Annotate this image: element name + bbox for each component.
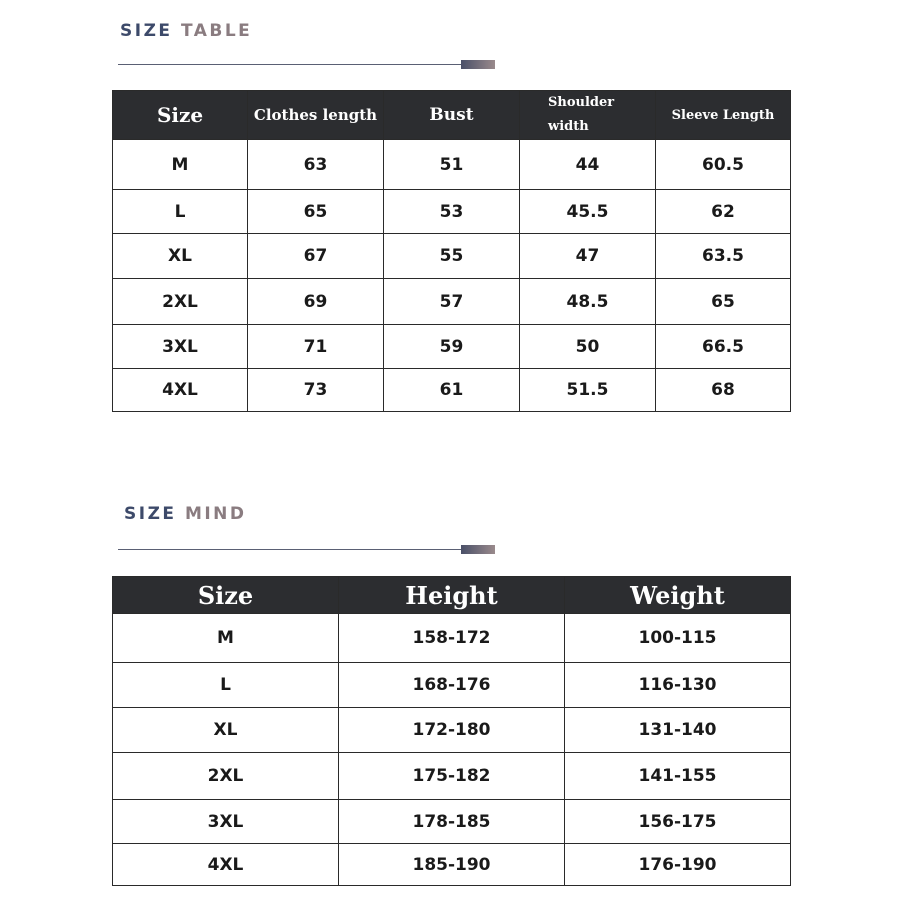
cell-weight: 141-155 [565,753,791,800]
cell-height: 178-185 [339,800,565,844]
cell-shoulder-width: 51.5 [520,369,656,412]
table-row [113,325,791,369]
size-table-title-word1: SIZE [120,21,173,41]
header-weight: Weight [565,577,791,614]
cell-size: 4XL [113,844,339,886]
size-mind-table [112,576,791,886]
table-row [113,844,791,886]
cell-size: M [113,140,248,190]
cell-shoulder-width: 44 [520,140,656,190]
cell-weight: 156-175 [565,800,791,844]
cell-clothes-length: 71 [248,325,384,369]
header-shoulder-width [520,91,656,140]
cell-bust: 53 [384,190,520,234]
cell-sleeve-length: 63.5 [656,234,791,279]
table-row [113,369,791,412]
cell-shoulder-width: 47 [520,234,656,279]
size-table-title-underline [118,64,463,65]
table-row [113,800,791,844]
table-row [113,753,791,800]
cell-weight: 116-130 [565,663,791,708]
cell-size: 3XL [113,325,248,369]
cell-bust: 59 [384,325,520,369]
cell-sleeve-length: 62 [656,190,791,234]
cell-size: XL [113,708,339,753]
cell-size: L [113,190,248,234]
cell-clothes-length: 67 [248,234,384,279]
cell-shoulder-width: 45.5 [520,190,656,234]
cell-bust: 51 [384,140,520,190]
table-row [113,190,791,234]
size-mind-title [124,504,247,524]
cell-size: 3XL [113,800,339,844]
cell-height: 175-182 [339,753,565,800]
cell-sleeve-length: 66.5 [656,325,791,369]
cell-shoulder-width: 50 [520,325,656,369]
cell-size: 4XL [113,369,248,412]
cell-bust: 57 [384,279,520,325]
header-size: Size [113,577,339,614]
cell-size: M [113,614,339,663]
cell-height: 168-176 [339,663,565,708]
cell-weight: 176-190 [565,844,791,886]
cell-bust: 61 [384,369,520,412]
size-mind-title-accent-bar [461,545,495,554]
header-size: Size [113,91,248,140]
cell-bust: 55 [384,234,520,279]
header-clothes-length: Clothes length [248,91,384,140]
table-row [113,708,791,753]
cell-size: L [113,663,339,708]
cell-weight: 100-115 [565,614,791,663]
cell-size: 2XL [113,279,248,325]
table-row [113,234,791,279]
header-height: Height [339,577,565,614]
size-table-title-accent-bar [461,60,495,69]
size-mind-title-underline [118,549,463,550]
cell-shoulder-width: 48.5 [520,279,656,325]
header-sleeve-length: Sleeve Length [656,91,791,140]
size-mind-header-row [113,577,791,614]
cell-size: 2XL [113,753,339,800]
header-shoulder-line2: width [548,119,589,134]
header-shoulder-line1: Shoulder [548,95,615,110]
table-row [113,279,791,325]
size-mind-title-word1: SIZE [124,504,177,524]
size-table [112,90,791,412]
cell-weight: 131-140 [565,708,791,753]
cell-sleeve-length: 60.5 [656,140,791,190]
table-row [113,140,791,190]
cell-size: XL [113,234,248,279]
cell-clothes-length: 65 [248,190,384,234]
header-bust: Bust [384,91,520,140]
cell-clothes-length: 63 [248,140,384,190]
cell-height: 185-190 [339,844,565,886]
table-row [113,663,791,708]
cell-sleeve-length: 65 [656,279,791,325]
size-table-title [120,21,252,41]
size-table-title-word2: TABLE [180,21,253,41]
cell-height: 158-172 [339,614,565,663]
cell-clothes-length: 73 [248,369,384,412]
cell-height: 172-180 [339,708,565,753]
table-row [113,614,791,663]
size-mind-title-word2: MIND [184,504,247,524]
cell-clothes-length: 69 [248,279,384,325]
cell-sleeve-length: 68 [656,369,791,412]
size-table-header-row [113,91,791,140]
